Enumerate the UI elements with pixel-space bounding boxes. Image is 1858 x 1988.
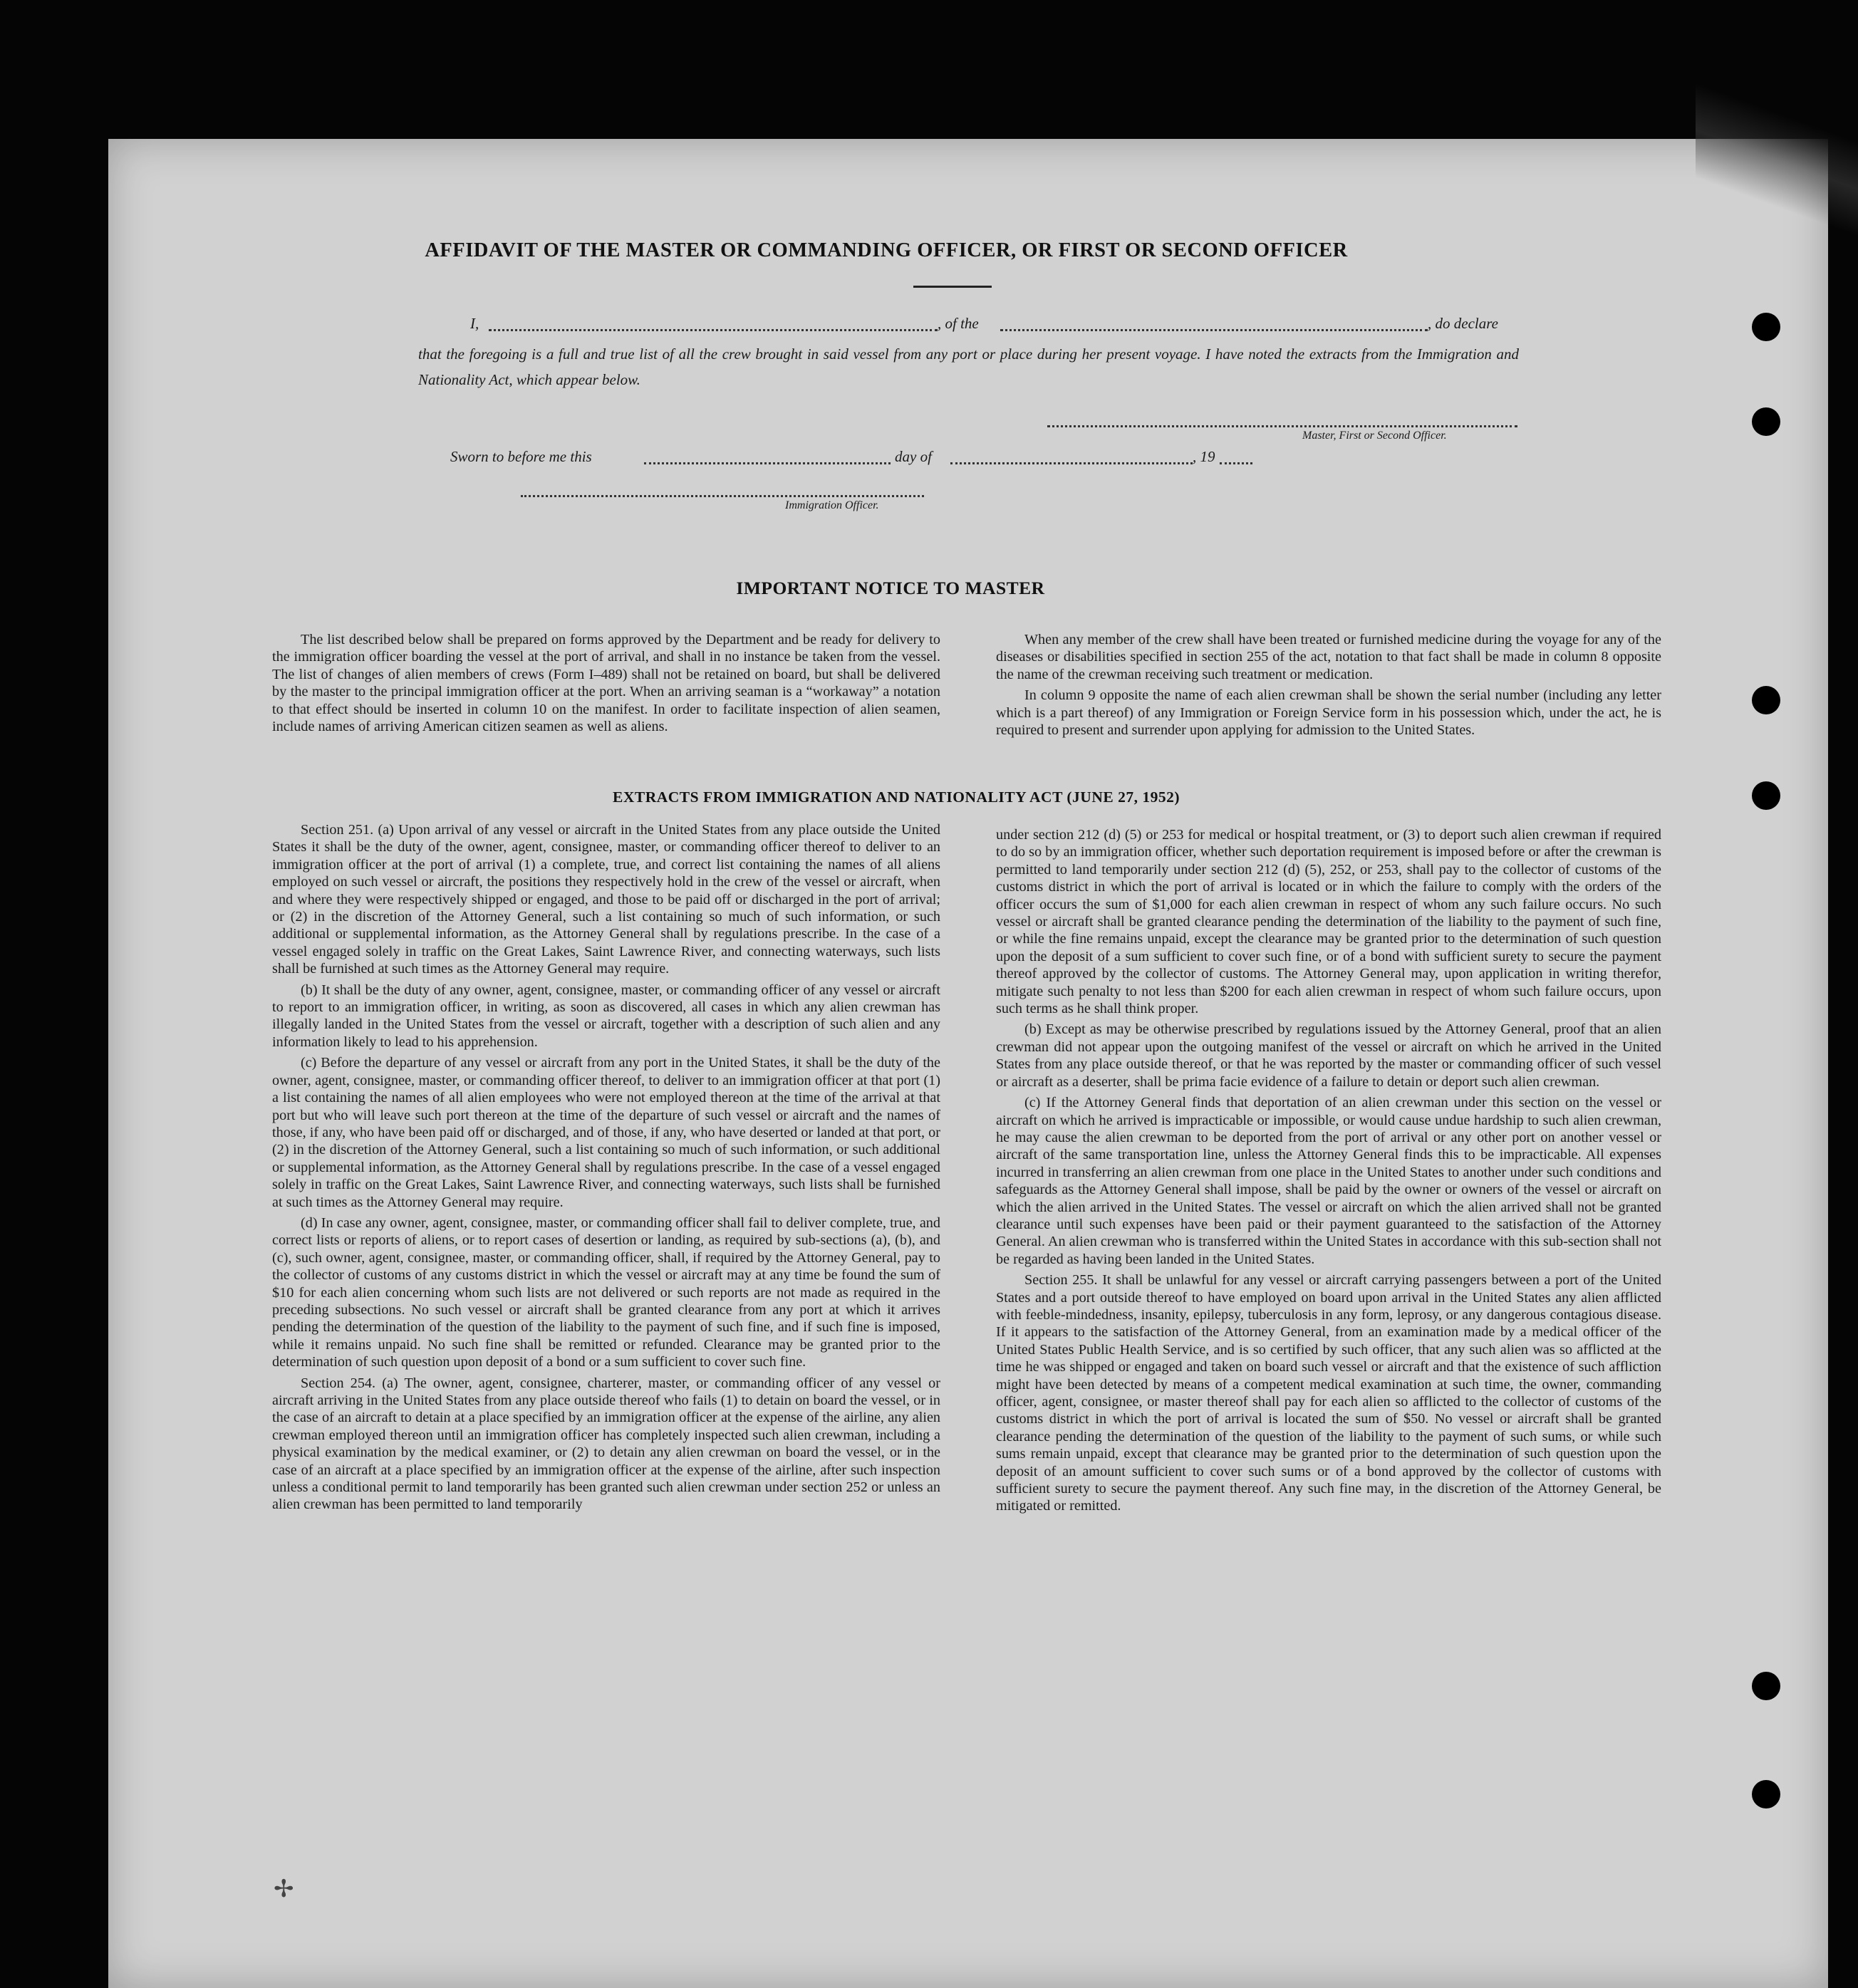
punch-hole (1752, 313, 1780, 341)
section-251d: (d) In case any owner, agent, consignee, master, or commanding officer shall fail to deliver complete, true, and correct lists or reports of aliens, or to report cases of desertion or landing, as required by sub-sections (a), (b), and (c), such owner, agent, consignee, master, or commanding officer, shall, if required by the Attorney General, pay to the collector of customs of any customs district in which the vessel or aircraft may at any time be found the sum of $10 for each alien concerning whom such lists are not delivered or such reports are not made as required in the preceding subsections. No such vessel or aircraft shall be granted clearance from any port at which it arrives pending the determination of the question of the liability to the payment of such fine, and if such fine is imposed, while it remains unpaid. No such fine shall be remitted or refunded. Clearance may be granted prior to the determination of such question upon deposit of a bond or a sum sufficient to cover such fine. (272, 1214, 940, 1370)
section-254a-continued: under section 212 (d) (5) or 253 for medical or hospital treatment, or (3) to deport such alien crewman if required to do so by an immigration officer, whether such deportation requirement is imposed before or after the crewman is permitted to land temporarily under section 212 (d) (5), 252, or 253, shall pay to the collector of customs of the customs district in which the port of arrival is located or in which the failure to comply with the orders of the officer occurs the sum of $1,000 for each alien crewman in respect of whom any such failure occurs. No such vessel or aircraft shall be granted clearance pending the determination of the liability to the payment of such fine, or while the fine remains unpaid, except the clearance may be granted prior to the determination of such question upon the deposit of a sum sufficient to cover such fine, or of a bond with sufficient surety to secure the payment thereof approved by the collector of customs. The Attorney General may, upon application in writing therefor, mitigate such penalty to not less than $200 for each alien crewman in respect of whom such failure occurs, upon such terms as he shall think proper. (996, 827, 1661, 1017)
notice-right-column (996, 631, 1661, 742)
master-signature-field[interactable] (1047, 425, 1517, 427)
notice-title: IMPORTANT NOTICE TO MASTER (736, 578, 1045, 598)
section-251a: Section 251. (a) Upon arrival of any vessel or aircraft in the United States from any place outside the United States it shall be the duty of the owner, agent, consignee, master, or commanding officer thereof to deliver to an immigration officer at the port of arrival (1) a complete, true, and correct list containing the names of all aliens employed on such vessel or aircraft, the positions they respectively hold in the crew of the vessel or aircraft, when and where they were respectively shipped or engaged, and those to be paid off or discharged in the port of arrival; or (2) in the discretion of the Attorney General, such a list containing so much of such information, or such additional or supplemental information, as the Attorney General shall by regulations prescribe. In the case of a vessel engaged solely in traffic on the Great Lakes, Saint Lawrence River, and connecting waterways, such lists shall be furnished at such times as the Attorney General may require. (272, 822, 940, 977)
torn-page-corner (1696, 0, 1858, 256)
sworn-day-field[interactable] (644, 462, 891, 464)
notice-right-paragraph-1: When any member of the crew shall have been treated or furnished medicine during the voyage for any of the diseases or disabilities specified in section 255 of the act, notation to that fact shall be made in column 8 opposite the name of the crewman receiving such treatment or medication. (996, 632, 1661, 682)
affidavit-title: AFFIDAVIT OF THE MASTER OR COMMANDING OFFICER, OR FIRST OR SECOND OFFICER (425, 239, 1348, 261)
day-of-label: day of (895, 448, 932, 465)
affidavit-i-label: I, (470, 315, 479, 332)
punch-hole (1752, 1780, 1780, 1809)
section-251b: (b) It shall be the duty of any owner, agent, consignee, master, or commanding officer of any vessel or aircraft to report to an immigration officer, in writing, as soon as discovered, all cases in which any alien crewman has illegally landed in the United States from the vessel or aircraft, together with a description of such alien and any information likely to lead to his apprehension. (272, 982, 940, 1050)
immigration-officer-caption: Immigration Officer. (785, 499, 879, 511)
sworn-month-field[interactable] (950, 462, 1193, 464)
section-254b: (b) Except as may be otherwise prescribed by regulations issued by the Attorney General, proof that an alien crewman did not appear upon the outgoing manifest of the vessel or aircraft on which he arrived in the United States from any place outside thereof, or that he was reported by the master or commanding officer of such vessel or aircraft as a deserter, shall be prima facie evidence of a failure to detain or deport such alien crewman. (996, 1021, 1661, 1090)
vessel-field[interactable] (1000, 329, 1428, 331)
sworn-year-field[interactable] (1220, 462, 1252, 464)
extracts-right-column (996, 826, 1661, 1519)
title-underline (913, 286, 992, 288)
punch-hole (1752, 1672, 1780, 1700)
year-label: , 19 (1193, 448, 1215, 465)
notice-left-column (272, 631, 940, 739)
handwritten-mark: ✢ (274, 1876, 294, 1903)
of-the-label: , of the (938, 315, 979, 332)
immigration-officer-signature-field[interactable] (521, 495, 924, 497)
section-254c: (c) If the Attorney General finds that deportation of an alien crewman under this section on the vessel or aircraft on which he arrived is impracticable or impossible, or would cause undue hardship to such alien crewman, he may cause the alien crewman to be deported from the port of arrival or any other port on another vessel or aircraft of the same transportation line, unless the Attorney General finds this to be impracticable. All expenses incurred in transferring an alien crewman from one place in the United States to another under such conditions and safeguards as the Attorney General shall impose, shall be paid by the owner or owners of the vessel or aircraft on which the alien arrived in the United States. The vessel or aircraft on which the alien arrived shall not be granted clearance until such expenses have been paid or their payment guaranteed to the satisfaction of the Attorney General. An alien crewman who is transferred within the United States in accordance with this sub-section shall not be regarded as having been landed in the United States. (996, 1095, 1661, 1267)
sworn-label: Sworn to before me this (450, 448, 592, 465)
punch-hole (1752, 407, 1780, 436)
section-251c: (c) Before the departure of any vessel or aircraft from any port in the United States, it shall be the duty of the owner, agent, consignee, master, or commanding officer thereof, to deliver to an immigration officer at that port (1) a list containing the names of all alien employees who were not employed thereon at the time of the arrival at that port but who will leave such port thereon at the time of the departure of such vessel or aircraft and the names of those, if any, who have been paid off or discharged, and of those, if any, who have deserted or landed at that port, or (2) in the discretion of the Attorney General, such a list containing so much of such information, or such additional or supplemental information, as the Attorney General shall by regulations prescribe. In the case of a vessel engaged solely in traffic on the Great Lakes, Saint Lawrence River, and connecting waterways, such lists shall be furnished at such times as the Attorney General may require. (272, 1055, 940, 1210)
punch-hole (1752, 686, 1780, 714)
master-signature-caption: Master, First or Second Officer. (1302, 430, 1447, 442)
notice-right-paragraph-2: In column 9 opposite the name of each alien crewman shall be shown the serial number (including any letter which is a part thereof) of any Immigration or Foreign Service form in his possession which, under the act, he is required to present and surrender upon applying for admission to the United States. (996, 687, 1661, 739)
name-field[interactable] (489, 329, 938, 331)
notice-left-paragraph: The list described below shall be prepared on forms approved by the Department and be ready for delivery to the immigration officer boarding the vessel at the port of arrival, and shall in no instance be taken from the vessel. The list of changes of alien members of crews (Form I–489) shall not be retained on board, but shall be delivered by the master to the principal immigration officer at the port. When an arriving seaman is a “workaway” a notation to that effect should be inserted in column 10 on the manifest. In order to facilitate inspection of alien seamen, include names of arriving American citizen seamen as well as aliens. (272, 632, 940, 735)
extracts-title: EXTRACTS FROM IMMIGRATION AND NATIONALITY ACT (JUNE 27, 1952) (613, 789, 1180, 806)
affidavit-statement: that the foregoing is a full and true list of all the crew brought in said vessel from any port or place during her present voyage. I have noted the extracts from the Immigration and Nationality Act, which appear below. (418, 345, 1519, 388)
do-declare-label: , do declare (1428, 315, 1498, 332)
section-255: Section 255. It shall be unlawful for any vessel or aircraft carrying passengers between a port of the United States and a port outside thereof to have employed on board upon arrival in the United States any alien afflicted with feeble-mindedness, insanity, epilepsy, tuberculosis in any form, leprosy, or any dangerous contagious disease. If it appears to the satisfaction of the Attorney General, from an examination made by a medical officer of the United States Public Health Service, and is so certified by such officer, that any such alien was so afflicted at the time he was shipped or engaged and taken on board such vessel or aircraft and that the existence of such affliction might have been detected by means of a competent medical examination at such time, the owner, commanding officer, agent, consignee, or master thereof shall pay for each alien so afflicted to the collector of customs of the customs district in which the port of arrival is located the sum of $50. No vessel or aircraft shall be granted clearance pending the determination of the question of the liability to the payment of such sums, or while such sums remain unpaid, except that clearance may be granted prior to the determination of such question upon the deposit of an amount sufficient to cover such sums or of a bond approved by the collector of customs with sufficient surety to secure the payment thereof. Any such fine may, in the discretion of the Attorney General, be mitigated or remitted. (996, 1272, 1661, 1514)
extracts-left-column (272, 821, 940, 1517)
section-254a: Section 254. (a) The owner, agent, consignee, charterer, master, or commanding officer of any vessel or aircraft arriving in the United States from any place outside thereof who fails (1) to detain on board the vessel, or in the case of an aircraft to detain at a place specified by an immigration officer at the expense of the airline, any alien crewman employed thereon until an immigration officer has completely inspected such alien crewman, including a physical examination by the medical examiner, or (2) to detain any alien crewman on board the vessel, or in the case of an aircraft at a place specified by an immigration officer at the expense of the airline, after such inspection unless a conditional permit to land temporarily has been granted such alien crewman under section 252 or unless an alien crewman has been permitted to land temporarily (272, 1375, 940, 1513)
